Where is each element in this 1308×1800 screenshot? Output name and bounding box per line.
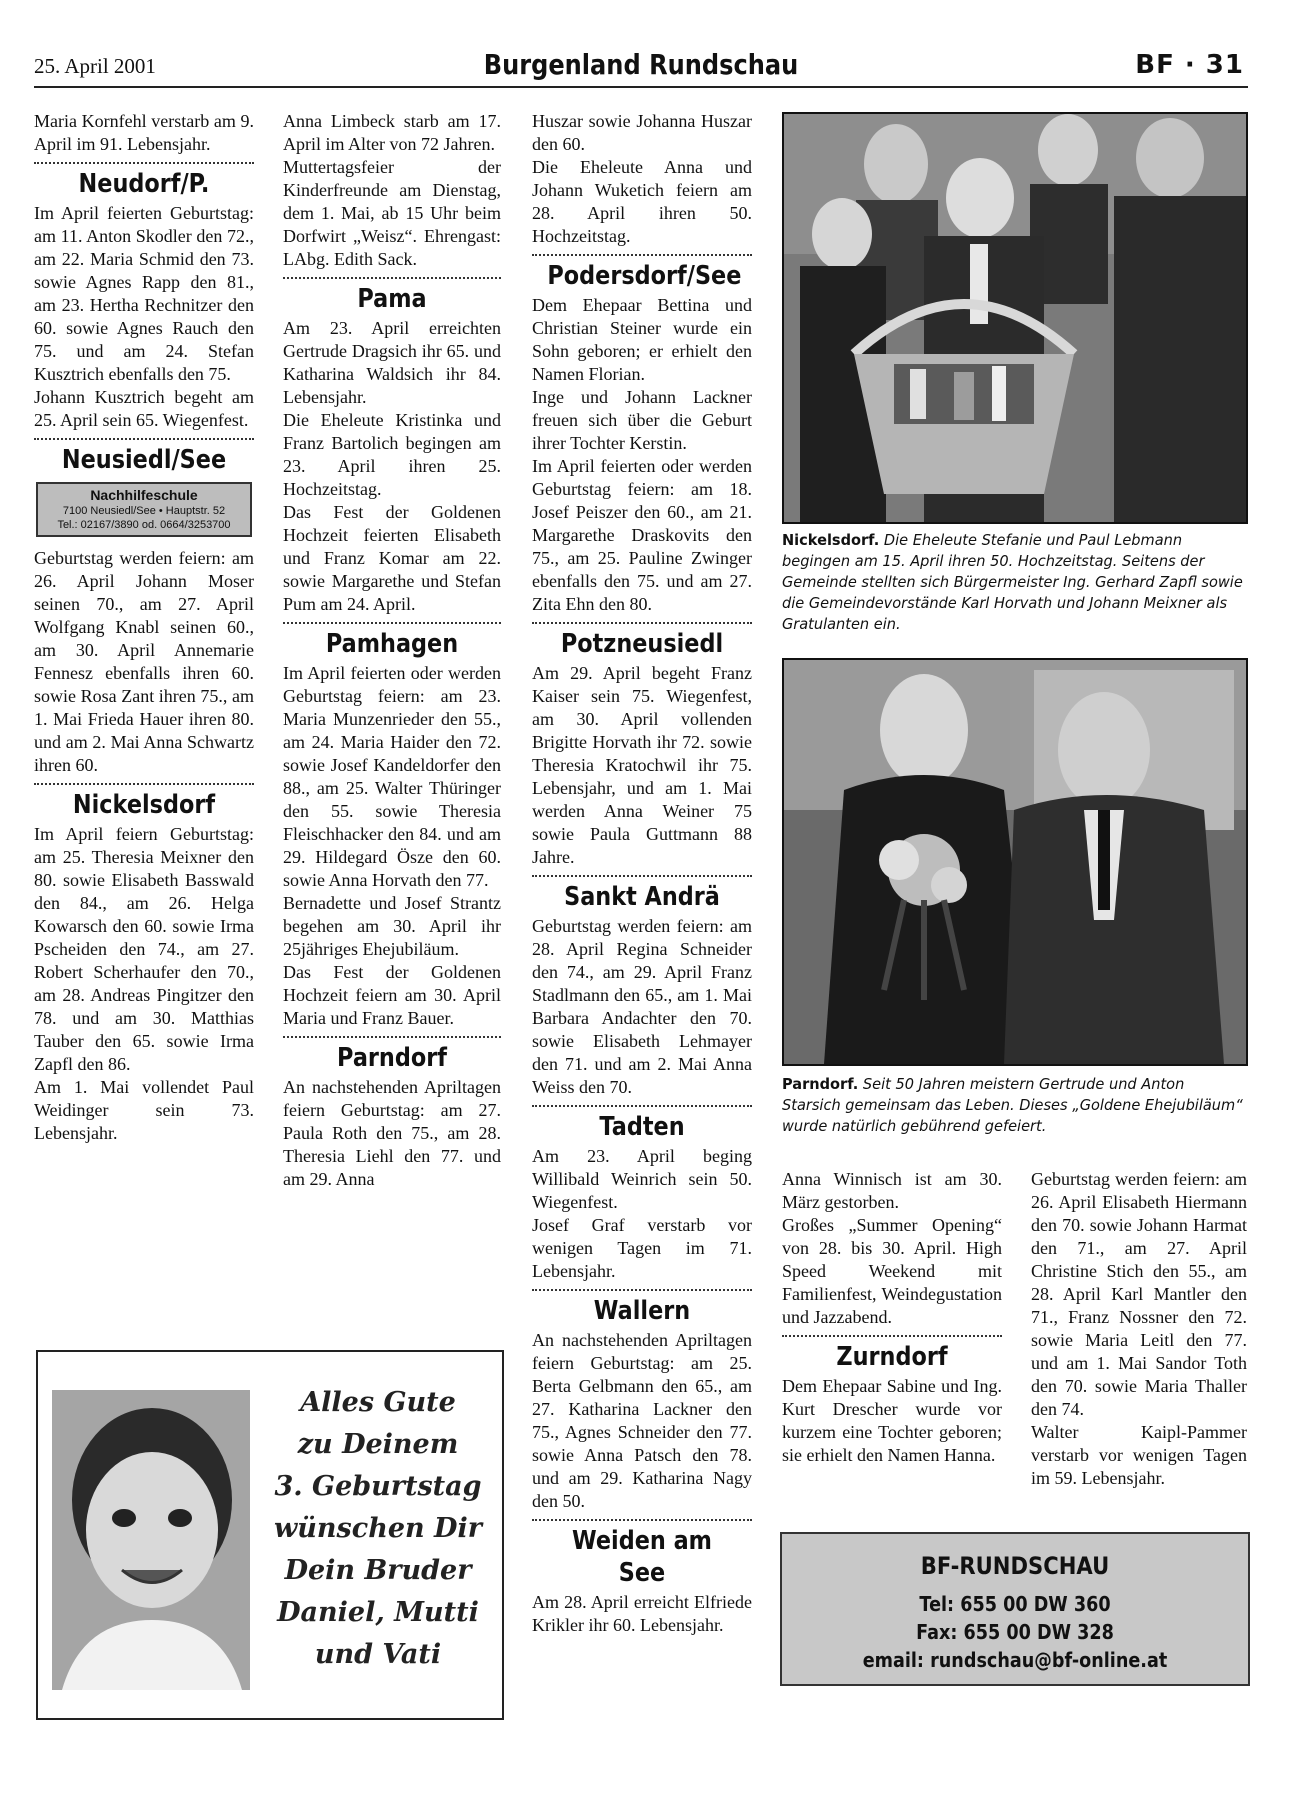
- ad-phone: Tel.: 02167/3890 od. 0664/3253700: [57, 519, 231, 531]
- page-number: BF · 31: [1135, 50, 1244, 80]
- greeting-line: wünschen Dir: [274, 1513, 482, 1544]
- section-heading-potzneusiedl: Potzneusiedl: [560, 629, 724, 659]
- article-text: Großes „Summer Opening“ von 28. bis 30. April. High Speed Weekend mit Familienfest, Weindegustation und Jazzabend.: [782, 1215, 1002, 1327]
- caption-text: Seit 50 Jahren meistern Gertrude und Anton Starsich gemeinsam das Leben. Dieses „Goldene Ehejubiläum“ wurde natürlich gebührend gefeiert.: [782, 1075, 1243, 1135]
- section-heading-podersdorf: Podersdorf/See: [547, 261, 742, 291]
- photo-parndorf-couple: [782, 658, 1248, 1066]
- column-4: [782, 1168, 1002, 1467]
- article-text: Dem Ehepaar Sabine und Ing. Kurt Drescher wurde vor kurzem eine Tochter geboren; sie erhielt den Namen Hanna.: [782, 1376, 1002, 1465]
- article-text: Am 29. April begeht Franz Kaiser sein 75. Wiegenfest, am 30. April vollenden Brigitte Horvath ihr 72. sowie Theresia Kratochwil ihr 75. Lebensjahr, und am 1. Mai werden Anna Weiner 75 sowie Paula Guttmann 88 Jahre.: [532, 663, 752, 867]
- dotted-divider: [34, 162, 254, 164]
- ad-title: Nachhilfeschule: [90, 487, 198, 503]
- dotted-divider: [283, 622, 501, 624]
- issue-date: 25. April 2001: [34, 54, 156, 78]
- section-heading-pamhagen: Pamhagen: [325, 629, 459, 659]
- dotted-divider: [532, 1105, 752, 1107]
- caption-text: Die Eheleute Stefanie und Paul Lebmann begingen am 15. April ihren 50. Hochzeitstag. Seitens der Gemeinde stellten sich Bürgermeister Ing. Gerhard Zapfl sowie die Gemeindevorstände Karl Horvath und Johann Meixner als Gratulanten ein.: [782, 531, 1243, 633]
- article-text: An nachstehenden Apriltagen feiern Geburtstag: am 25. Berta Gelbmann den 65., am 27. Katharina Lackner den 75., Agnes Schneider den 77. sowie Anna Patsch den 78. und am 29. Katharina Nagy den 50.: [532, 1330, 752, 1511]
- article-text: Im April feierten oder werden Geburtstag feiern: am 23. Maria Munzenrieder den 55., am 24. Maria Haider den 72. sowie Josef Kandeldorfer den 88., am 25. Walter Thüringer den 55. sowie Theresia Fleischhacker den 84. und am 29. Hildegard Ösze den 60. sowie Anna Horvath den 77.: [283, 663, 501, 890]
- article-text: Im April feiern Geburtstag: am 25. Theresia Meixner den 80. sowie Elisabeth Basswald den 84., am 26. Helga Kowarsch den 60. sowie Irma Pscheiden den 74., am 27. Robert Scherhaufer den 70., am 28. Andreas Pingitzer den 78. und am 30. Matthias Tauber den 65. sowie Irma Zapfl den 86.: [34, 824, 254, 1074]
- group-photo-illustration: [784, 114, 1246, 522]
- greeting-line: und Vati: [314, 1639, 442, 1670]
- dotted-divider: [532, 254, 752, 256]
- contact-email: email: rundschau@bf-online.at: [862, 1648, 1168, 1672]
- greeting-line: Alles Gute: [300, 1387, 456, 1418]
- article-text: An nachstehenden Apriltagen feiern Geburtstag: am 27. Paula Roth den 75., am 28. Theresia Liehl den 77. und am 29. Anna: [283, 1077, 501, 1189]
- photo-caption-parndorf: [782, 1074, 1245, 1137]
- greeting-text: [260, 1382, 496, 1676]
- greeting-line: 3. Geburtstag: [274, 1471, 482, 1502]
- child-photo: [52, 1390, 250, 1690]
- section-heading-zurndorf: Zurndorf: [836, 1342, 948, 1372]
- section-heading-parndorf: Parndorf: [337, 1043, 447, 1073]
- section-heading-wallern: Wallern: [593, 1296, 691, 1326]
- couple-photo-illustration: [784, 660, 1246, 1064]
- article-text: Am 23. April beging Willibald Weinrich sein 50. Wiegenfest.: [532, 1146, 752, 1212]
- section-heading-nickelsdorf: Nickelsdorf: [72, 790, 216, 820]
- dotted-divider: [532, 1289, 752, 1291]
- article-text: Geburtstag werden feiern: am 28. April Regina Schneider den 74., am 29. April Franz Stadlmann den 65., am 1. Mai Barbara Andachter den 70. sowie Elisabeth Lehmayer den 71. und am 2. Mai Anna Weiss den 70.: [532, 916, 752, 1097]
- article-text: Am 28. April erreicht Elfriede Krikler ihr 60. Lebensjahr.: [532, 1592, 752, 1635]
- column-3: [532, 110, 752, 1637]
- column-1: [34, 110, 254, 1145]
- article-text: Am 1. Mai vollendet Paul Weidinger sein 73. Lebensjahr.: [34, 1077, 254, 1143]
- article-text: Inge und Johann Lackner freuen sich über die Geburt ihrer Tochter Kerstin.: [532, 387, 752, 453]
- dotted-divider: [782, 1335, 1002, 1337]
- birthday-greeting-box: [36, 1350, 504, 1720]
- ad-address: 7100 Neusiedl/See • Hauptstr. 52: [62, 505, 226, 517]
- photo-nickelsdorf-group: [782, 112, 1248, 524]
- article-text: Maria Kornfehl verstarb am 9. April im 91. Lebensjahr.: [34, 111, 254, 154]
- dotted-divider: [283, 1036, 501, 1038]
- article-text: Huszar sowie Johanna Huszar den 60.: [532, 111, 752, 154]
- article-text: Anna Limbeck starb am 17. April im Alter von 72 Jahren.: [283, 111, 501, 154]
- dotted-divider: [532, 622, 752, 624]
- article-text: Josef Graf verstarb vor wenigen Tagen im 71. Lebensjahr.: [532, 1215, 752, 1281]
- article-text: Geburtstag werden feiern: am 26. April Elisabeth Hiermann den 70. sowie Johann Harmat den 71., am 27. April Christine Stich den 55., am 28. April Karl Mantler den 71., Franz Nossner den 72. sowie Maria Leitl den 77. und am 1. Mai Sandor Toth den 70. sowie Maria Thaller den 74.: [1031, 1169, 1247, 1419]
- child-photo-illustration: [52, 1390, 250, 1690]
- article-text: Die Eheleute Kristinka und Franz Bartolich begingen am 23. April ihren 25. Hochzeitstag.: [283, 410, 501, 499]
- contact-box-bf-rundschau: [780, 1532, 1250, 1686]
- dotted-divider: [34, 438, 254, 440]
- dotted-divider: [34, 783, 254, 785]
- greeting-line: zu Deinem: [297, 1429, 459, 1460]
- article-text: Muttertagsfeier der Kinderfreunde am Dienstag, dem 1. Mai, ab 15 Uhr beim Dorfwirt „Weisz“. Ehrengast: LAbg. Edith Sack.: [283, 157, 501, 269]
- section-heading-neusiedl: Neusiedl/See: [61, 445, 227, 475]
- article-text: Anna Winnisch ist am 30. März gestorben.: [782, 1169, 1002, 1212]
- greeting-line: Dein Bruder: [284, 1555, 472, 1586]
- newspaper-title: Burgenland Rundschau: [483, 48, 799, 81]
- article-text: Am 23. April erreichten Gertrude Dragsich ihr 65. und Katharina Waldsich ihr 84. Lebensjahr.: [283, 318, 501, 407]
- article-text: Geburtstag werden feiern: am 26. April Johann Moser seinen 70., am 27. April Wolfgang Knabl seinen 60., am 30. April Annemarie Fennesz ebenfalls ihren 60. sowie Rosa Zant ihren 75., am 1. Mai Frieda Hauer ihren 80. und am 2. Mai Anna Schwartz ihren 60.: [34, 548, 254, 775]
- contact-phone: Tel: 655 00 DW 360: [919, 1592, 1111, 1616]
- section-heading-weiden: Weiden am See: [572, 1526, 712, 1588]
- photo-caption-nickelsdorf: [782, 530, 1245, 635]
- article-text: Walter Kaipl-Pammer verstarb vor wenigen Tagen im 59. Lebensjahr.: [1031, 1422, 1247, 1488]
- article-text: Im April feierten oder werden Geburtstag feiern: am 18. Josef Peiszer den 60., am 21. Margarethe Draskovits den 75., am 25. Pauline Zwinger ebenfalls den 75. und am 27. Zita Ehn den 80.: [532, 456, 752, 614]
- section-heading-tadten: Tadten: [599, 1112, 685, 1142]
- dotted-divider: [283, 277, 501, 279]
- section-heading-pama: Pama: [357, 284, 427, 314]
- article-text: Die Eheleute Anna und Johann Wuketich feiern am 28. April ihren 50. Hochzeitstag.: [532, 157, 752, 246]
- dotted-divider: [532, 875, 752, 877]
- page-header: [34, 48, 1248, 88]
- article-text: Das Fest der Goldenen Hochzeit feierten Elisabeth und Franz Komar am 22. sowie Margarethe und Stefan Pum am 24. April.: [283, 502, 501, 614]
- contact-fax: Fax: 655 00 DW 328: [916, 1620, 1114, 1644]
- article-text: Johann Kusztrich begeht am 25. April sein 65. Wiegenfest.: [34, 387, 254, 430]
- section-heading-neudorf: Neudorf/P.: [78, 169, 210, 199]
- column-2: [283, 110, 501, 1191]
- article-text: Das Fest der Goldenen Hochzeit feiern am 30. April Maria und Franz Bauer.: [283, 962, 501, 1028]
- caption-place: Parndorf.: [782, 1075, 859, 1093]
- column-5: [1031, 1168, 1247, 1490]
- advertisement-nachhilfeschule: [36, 482, 252, 537]
- contact-box-title: BF-RUNDSCHAU: [920, 1552, 1110, 1580]
- article-text: Bernadette und Josef Strantz begehen am 30. April ihr 25jähriges Ehejubiläum.: [283, 893, 501, 959]
- dotted-divider: [532, 1519, 752, 1521]
- caption-place: Nickelsdorf.: [782, 531, 880, 549]
- article-text: Dem Ehepaar Bettina und Christian Steiner wurde ein Sohn geboren; er erhielt den Namen Florian.: [532, 295, 752, 384]
- article-text: Im April feierten Geburtstag: am 11. Anton Skodler den 72., am 22. Maria Schmid den 73. sowie Agnes Rapp den 81., am 23. Hertha Rechnitzer den 60. sowie Agnes Rauch den 75. und am 24. Stefan Kusztrich ebenfalls den 75.: [34, 203, 254, 384]
- section-heading-sankt-andrae: Sankt Andrä: [564, 882, 720, 912]
- greeting-line: Daniel, Mutti: [277, 1597, 479, 1628]
